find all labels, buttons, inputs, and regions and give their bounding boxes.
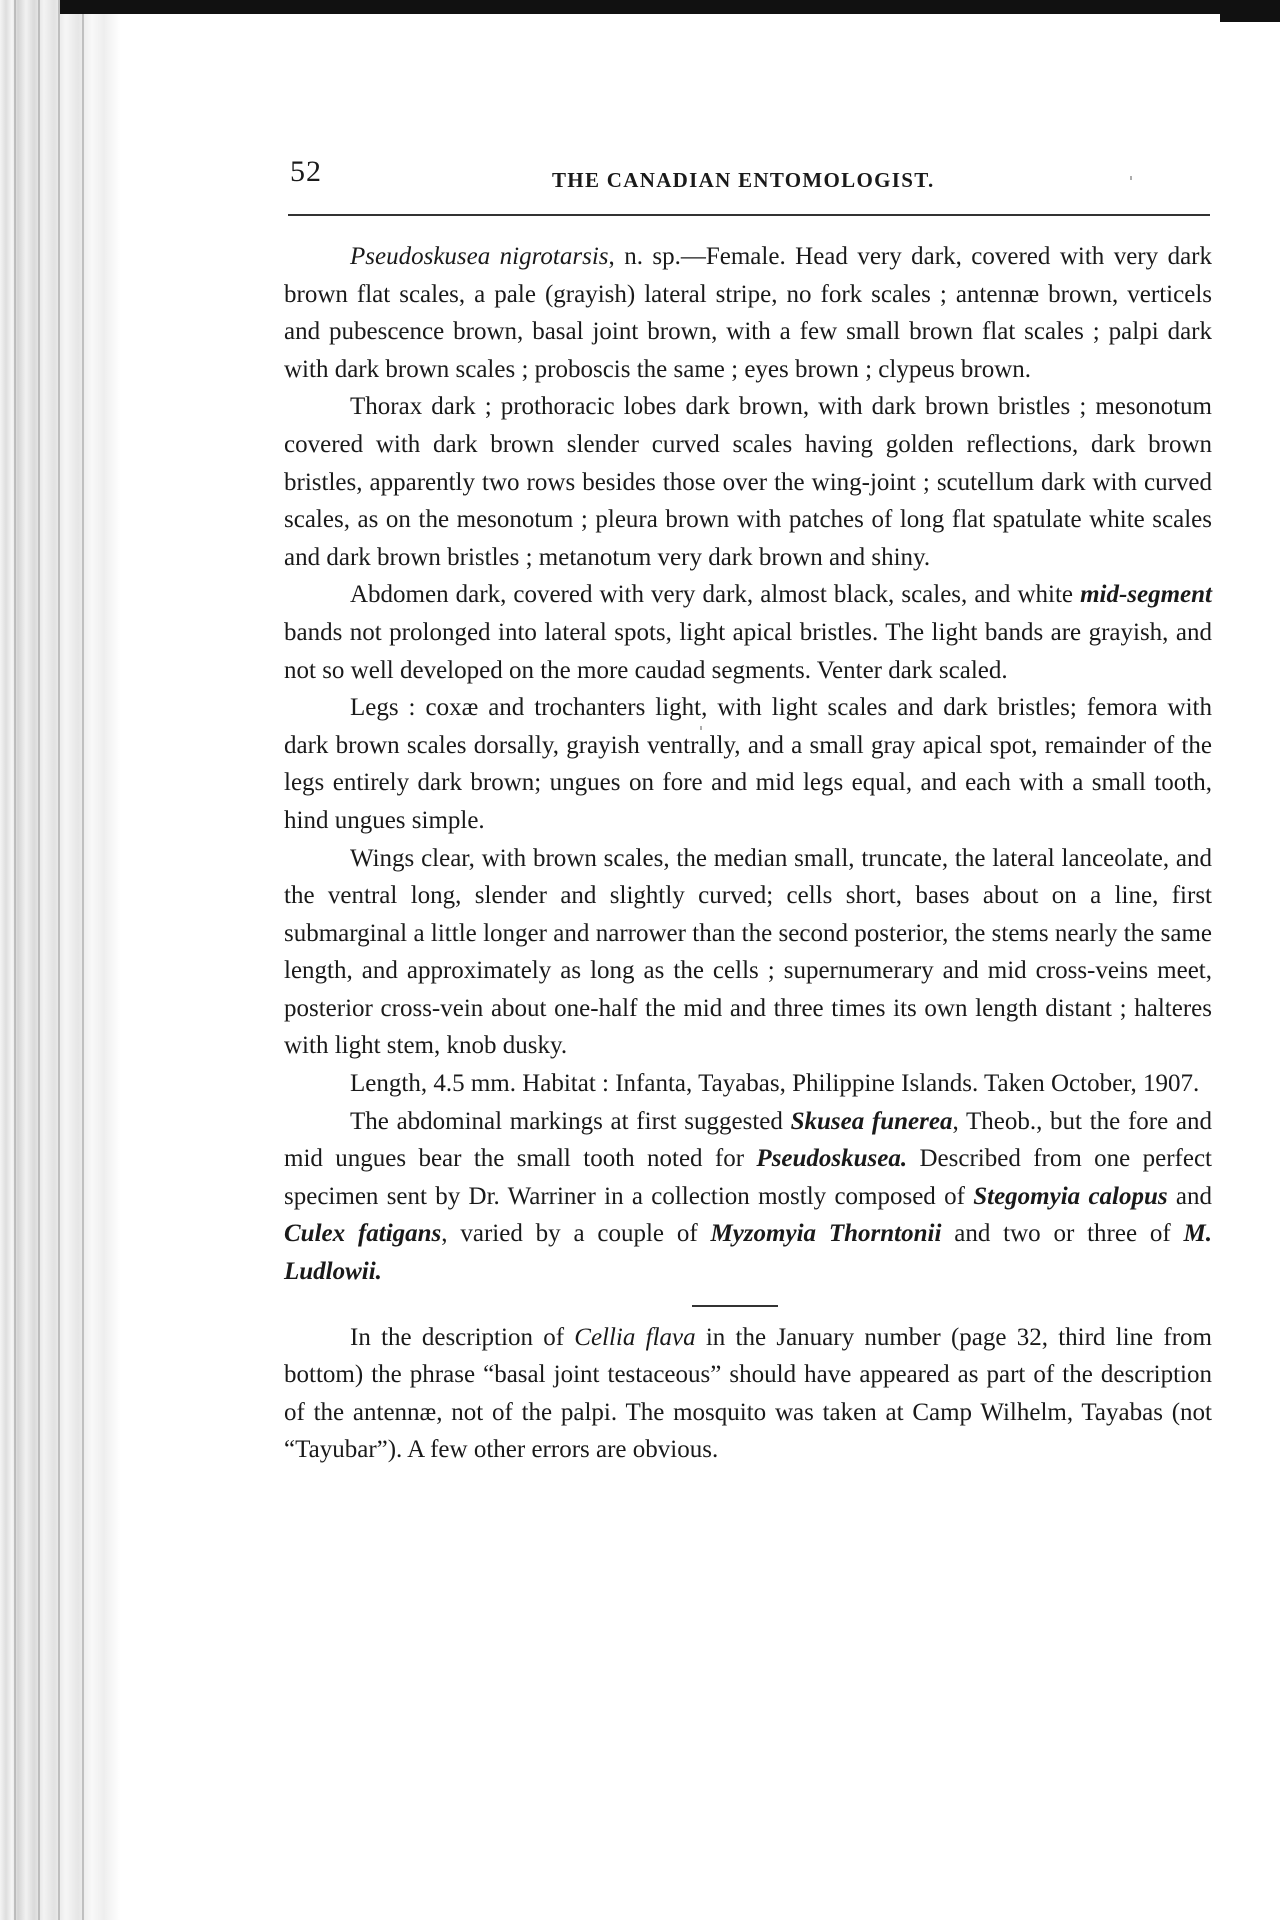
paragraph-text: The abdominal markings at first suggested (350, 1107, 791, 1135)
species-name: Culex fatigans (284, 1220, 442, 1248)
species-name: Pseudoskusea. (756, 1145, 908, 1173)
paragraph-text: and (1167, 1182, 1213, 1210)
species-name: Myzomyia Thorntonii (710, 1220, 942, 1248)
header-rule (288, 214, 1210, 216)
species-name: Stegomyia calopus (973, 1182, 1168, 1210)
paragraph-text: and two or three of (941, 1220, 1184, 1248)
species-name: Cellia flava (574, 1323, 696, 1351)
book-page-edges (0, 0, 120, 1920)
scan-speck (700, 726, 702, 730)
paragraph-erratum (284, 1319, 1212, 1469)
paragraph-text: , varied by a couple of (441, 1220, 711, 1248)
species-name: Skusea funerea (790, 1107, 953, 1135)
paragraph-abdomen (284, 576, 1212, 689)
page-edge-line (82, 0, 84, 1920)
paragraph-text: In the description of (350, 1323, 575, 1351)
paragraph-text: Abdomen dark, covered with very dark, almost black, scales, and white (350, 581, 1081, 609)
running-head: THE CANADIAN ENTOMOLOGIST. (552, 168, 935, 192)
page-edge-line (14, 0, 16, 1920)
paragraph-length-habitat: Length, 4.5 mm. Habitat : Infanta, Tayabas, Philippine Islands. Taken October, 1907. (350, 1070, 1200, 1098)
paragraph-remarks (284, 1103, 1212, 1291)
scan-top-border (60, 0, 1280, 14)
section-divider (692, 1305, 778, 1307)
species-name: Pseudoskusea nigrotarsis (350, 243, 609, 270)
paragraph-text: Described from one perfect specimen sent by Dr. Warriner in a collection mostly composed of (284, 1145, 1213, 1210)
species-name: M. Ludlowii. (284, 1220, 1213, 1286)
paragraph-text: in the January number (page 32, third line from bottom) the phrase “basal joint testaceous” should have appeared as part of the description of the antennæ, not of the palpi. The mosquito was taken at Camp Wilhelm, Tayabas (not “Tayubar”). A few other errors are obvious. (284, 1323, 1212, 1464)
paragraph-thorax: Thorax dark ; prothoracic lobes dark brown, with dark brown bristles ; mesonotum covered with dark brown slender curved scales having golden reflections, dark brown bristles, apparently two rows besides those over the wing-joint ; scutellum dark with curved scales, as on the mesonotum ; pleura brown with patches of long flat spatulate white scales and dark brown bristles ; metanotum very dark brown and shiny. (284, 393, 1212, 571)
page-number: 52 (290, 155, 322, 188)
scan-speck (1130, 176, 1132, 180)
paragraph-text: bands not prolonged into lateral spots, light apical bristles. The light bands are grayish, and not so well developed on the more caudad segments. Venter dark scaled. (284, 618, 1212, 684)
page-edge-line (38, 0, 40, 1920)
paragraph-intro (284, 238, 1212, 388)
body-text (284, 238, 1212, 1469)
paragraph-text: , Theob., but the fore and mid ungues bear the small tooth noted for (284, 1107, 1213, 1173)
page-edge-line (58, 0, 60, 1920)
paragraph-legs: Legs : coxæ and trochanters light, with light scales and dark bristles; femora with dark brown scales dorsally, grayish ventrally, and a small gray apical spot, remainder of the legs entirely dark brown; ungues on fore and mid legs equal, and each with a small tooth, hind ungues simple. (284, 694, 1212, 834)
scan-corner-border (1220, 0, 1280, 22)
paragraph-text: , n. sp.—Female. Head very dark, covered with very dark brown flat scales, a pale (grayish) lateral stripe, no fork scales ; antennæ brown, verticels and pubescence brown, basal joint brown, with a few small brown flat scales ; palpi dark with dark brown scales ; proboscis the same ; eyes brown ; clypeus brown. (284, 243, 1212, 383)
term-mid-segment: mid-segment (1080, 581, 1212, 609)
paragraph-wings: Wings clear, with brown scales, the median small, truncate, the lateral lanceolate, and the ventral long, slender and slightly curved; cells short, bases about on a line, first submarginal a little longer and narrower than the second posterior, the stems nearly the same length, and approximately as long as the cells ; supernumerary and mid cross-veins meet, posterior cross-vein about one-half the mid and three times its own length distant ; halteres with light stem, knob dusky. (284, 844, 1212, 1060)
